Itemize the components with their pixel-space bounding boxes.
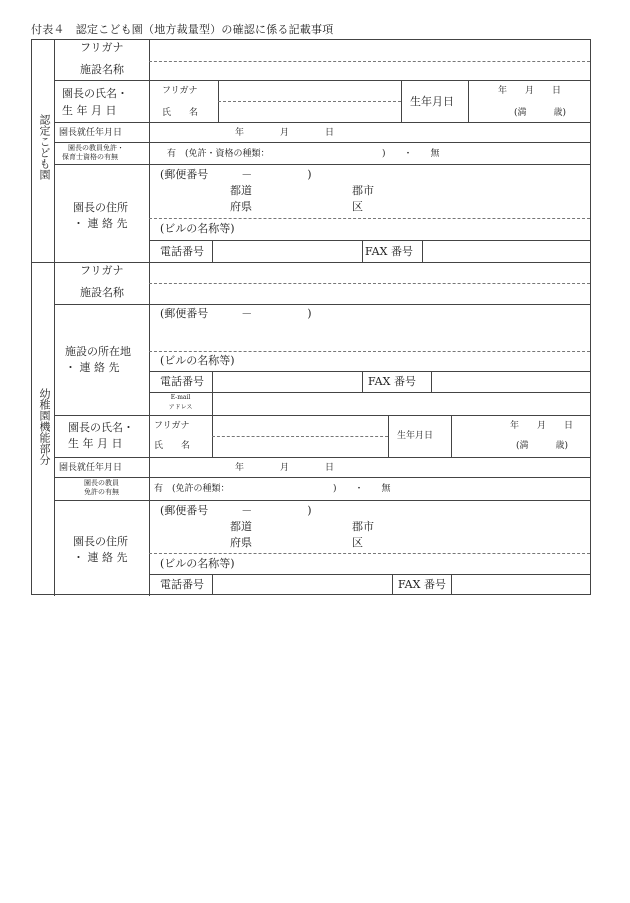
label-phone-3: 電話番号 [160, 578, 204, 591]
label-phone: 電話番号 [160, 245, 204, 258]
label-head-name-dob-s2-2: 生 年 月 日 [68, 437, 123, 450]
label-license-2: 保育士資格の有無 [62, 153, 118, 161]
label-dob: 生年月日 [410, 95, 454, 108]
label-phone-2: 電話番号 [160, 375, 204, 388]
label-address-s2-2: ・ 連 絡 先 [73, 551, 128, 564]
city-bottom-2: 区 [352, 536, 363, 549]
prefecture-top: 都道 [230, 184, 252, 197]
label-head-name-dob: 園長の氏名・ [62, 87, 128, 100]
label-fax-2: FAX 番号 [368, 375, 416, 388]
label-email: E-mail [170, 394, 191, 401]
city-bottom: 区 [352, 200, 363, 213]
label-license-s2-2: 免許の有無 [84, 488, 119, 496]
label-email-2: アドレス [168, 404, 193, 411]
label-address-2: ・ 連 絡 先 [73, 217, 128, 230]
label-appointed-2: 園長就任年月日 [59, 463, 123, 473]
sub-name-2: 氏 名 [154, 441, 191, 451]
label-furigana: フリガナ [80, 41, 124, 54]
postal-code: (郵便番号 － ) [160, 168, 312, 181]
label-address: 園長の住所 [73, 201, 128, 214]
postal-code-2: (郵便番号 － ) [160, 307, 312, 320]
label-furigana-2: フリガナ [80, 264, 124, 277]
prefecture-bottom-2: 府県 [230, 536, 252, 549]
sub-furigana-2: フリガナ [154, 421, 190, 431]
prefecture-bottom: 府県 [230, 200, 252, 213]
building-name-2: (ビルの名称等) [160, 354, 235, 367]
label-license-s2: 園長の教員 [84, 479, 119, 487]
label-location-2: ・ 連 絡 先 [65, 361, 120, 374]
postal-code-3: (郵便番号 － ) [160, 504, 312, 517]
age-value-2: (満 歳) [516, 441, 569, 451]
license-value: 有 (免許・資格の種類： ) ・ 無 [167, 149, 440, 159]
dob-value-2: 年 月 日 [510, 421, 574, 431]
label-fax: FAX 番号 [365, 245, 413, 258]
section-label-kindergarten: 幼稚園機能部分 [38, 388, 51, 465]
age-value: (満 歳) [514, 108, 567, 118]
city-top-2: 郡市 [352, 520, 374, 533]
prefecture-top-2: 都道 [230, 520, 252, 533]
label-address-s2: 園長の住所 [73, 535, 128, 548]
label-location: 施設の所在地 [65, 345, 131, 358]
building-name: (ビルの名称等) [160, 222, 235, 235]
label-dob-2: 生年月日 [397, 431, 434, 441]
label-head-name-dob-s2: 園長の氏名・ [68, 421, 134, 434]
city-top: 郡市 [352, 184, 374, 197]
label-fax-3: FAX 番号 [398, 578, 446, 591]
label-head-name-dob-2: 生 年 月 日 [62, 104, 117, 117]
page-title: 付表４ 認定こども園（地方裁量型）の確認に係る記載事項 [31, 23, 334, 36]
label-license: 園長の教員免許・ [68, 144, 124, 152]
record-form [31, 39, 591, 595]
section-label-kodomoen: 認定こども園 [38, 114, 51, 180]
dob-value: 年 月 日 [498, 86, 562, 96]
label-facility-name: 施設名称 [80, 63, 124, 76]
label-facility-name-2: 施設名称 [80, 286, 124, 299]
appointed-value: 年 月 日 [235, 128, 335, 138]
license-value-2: 有 (免許の種類： ) ・ 無 [154, 484, 391, 494]
sub-furigana: フリガナ [162, 86, 198, 96]
appointed-value-2: 年 月 日 [235, 463, 335, 473]
sub-name: 氏 名 [162, 108, 199, 118]
building-name-3: (ビルの名称等) [160, 557, 235, 570]
label-appointed: 園長就任年月日 [59, 128, 123, 138]
